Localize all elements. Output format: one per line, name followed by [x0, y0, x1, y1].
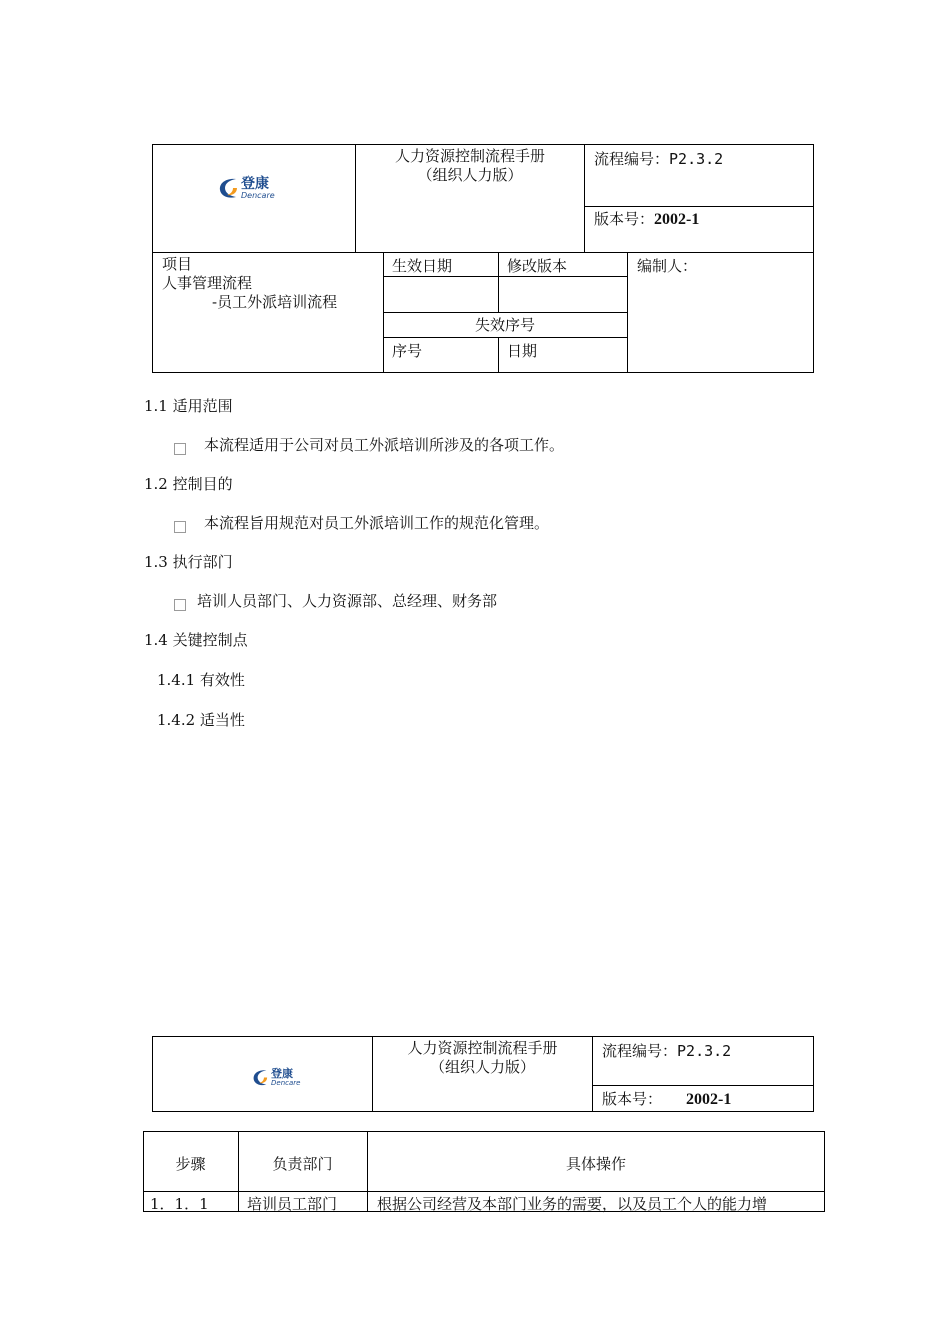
section-4-2: 1.4.2 适当性	[157, 711, 245, 729]
expired-seq-label: 失效序号	[474, 316, 535, 334]
project-subname: -员工外派培训流程	[212, 293, 338, 311]
column-header-department: 负责部门	[272, 1155, 333, 1173]
section-1-item: 本流程适用于公司对员工外派培训所涉及的各项工作。	[204, 436, 565, 454]
manual-subtitle: （组织人力版）	[417, 166, 523, 184]
process-code-2	[602, 1040, 731, 1061]
project-cell	[162, 255, 337, 312]
logo-chinese-text: 登康	[271, 1067, 293, 1080]
section-3-title: 1.3 执行部门	[144, 553, 233, 571]
column-header-operation: 具体操作	[565, 1155, 626, 1173]
section-4-1: 1.4.1 有效性	[157, 671, 245, 689]
section-1-title: 1.1 适用范围	[144, 397, 233, 415]
editor-label: 编制人：	[637, 257, 698, 275]
process-code-label: 流程编号：	[602, 1042, 678, 1060]
bullet-checkbox-icon	[174, 443, 186, 455]
manual-title-2: 人力资源控制流程手册	[407, 1039, 558, 1057]
project-label: 项目	[162, 255, 193, 273]
table-row-operation: 根据公司经营及本部门业务的需要，以及员工个人的能力增	[377, 1195, 768, 1213]
version-value: 2002-1	[654, 211, 700, 228]
table-row-department: 培训员工部门	[247, 1195, 338, 1213]
process-code	[594, 148, 723, 169]
company-logo	[218, 176, 275, 200]
bullet-checkbox-icon	[174, 599, 186, 611]
company-logo-2	[252, 1068, 300, 1087]
version-number-2	[602, 1088, 731, 1109]
logo-english-text: Dencare	[241, 190, 275, 200]
bullet-checkbox-icon	[174, 521, 186, 533]
manual-title: 人力资源控制流程手册	[394, 147, 545, 165]
version-label: 版本号：	[602, 1090, 663, 1108]
logo-chinese-text: 登康	[241, 175, 269, 192]
date-label: 日期	[507, 342, 538, 360]
process-code-label: 流程编号：	[594, 150, 670, 168]
effective-date-label: 生效日期	[392, 257, 453, 275]
project-name: 人事管理流程	[162, 274, 253, 292]
section-3-item: 培训人员部门、人力资源部、总经理、财务部	[197, 592, 498, 610]
section-2-title: 1.2 控制目的	[144, 475, 233, 493]
revision-label: 修改版本	[507, 257, 568, 275]
process-code-value: P2.3.2	[677, 1042, 732, 1060]
manual-subtitle-2: （组织人力版）	[429, 1058, 535, 1076]
section-4-title: 1.4 关键控制点	[144, 631, 248, 649]
section-2-item: 本流程旨用规范对员工外派培训工作的规范化管理。	[204, 514, 550, 532]
table-row-step: 1．1．1	[150, 1195, 209, 1213]
process-code-value: P2.3.2	[669, 150, 724, 168]
logo-english-text: Dencare	[271, 1079, 301, 1087]
version-label: 版本号：	[594, 210, 655, 228]
version-value: 2002-1	[686, 1091, 732, 1108]
version-number	[594, 208, 699, 229]
seq-label: 序号	[392, 342, 423, 360]
logo-mark-icon	[252, 1068, 268, 1087]
column-header-step: 步骤	[175, 1155, 206, 1173]
logo-mark-icon	[218, 176, 238, 200]
